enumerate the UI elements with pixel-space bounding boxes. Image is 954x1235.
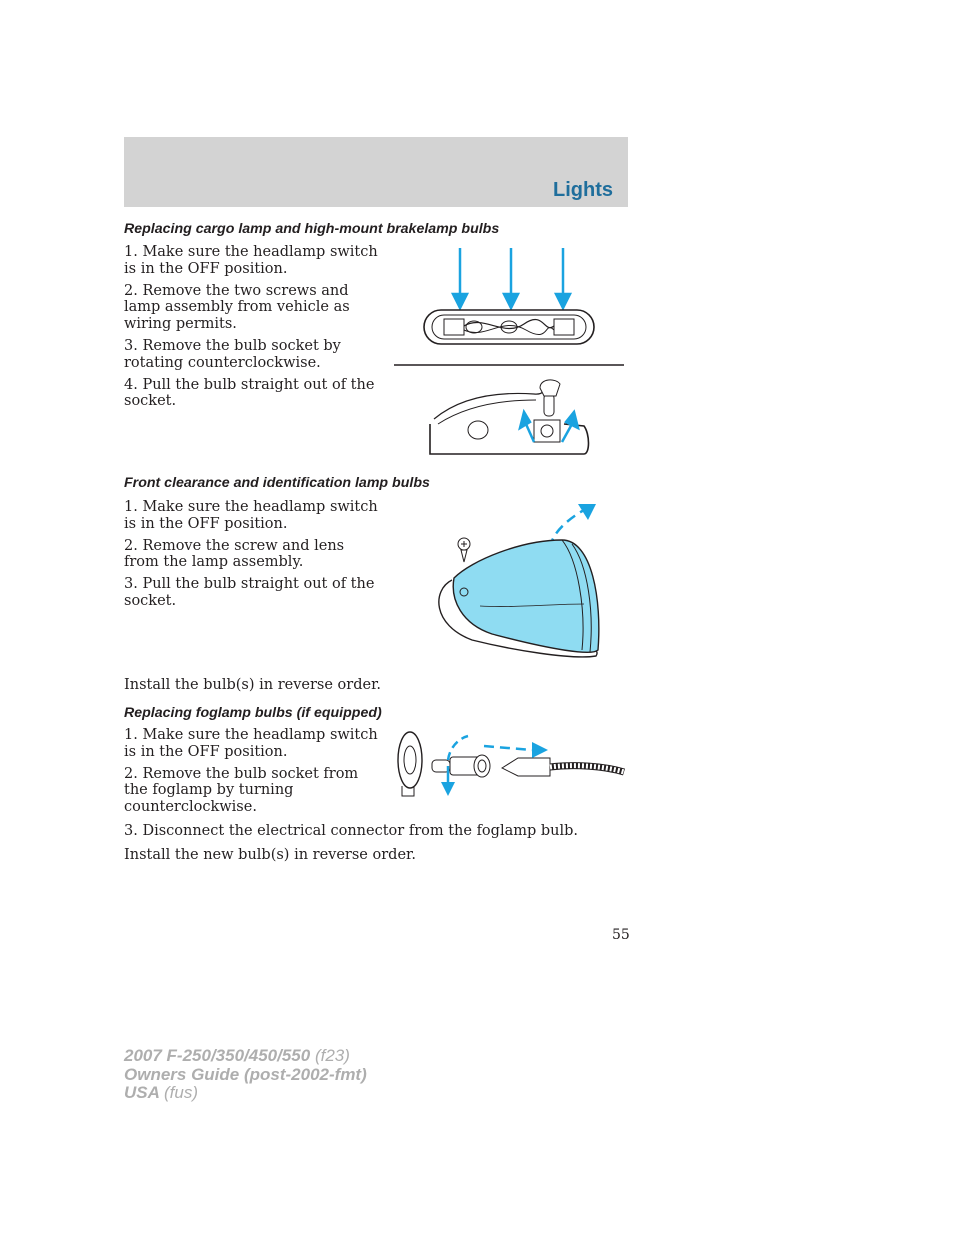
footer-market-code: (fus) [164, 1083, 198, 1102]
cargo-lamp-step-2: 2. Remove the two screws and lamp assembly from vehicle as wiring permits. [124, 282, 350, 332]
cargo-lamp-heading: Replacing cargo lamp and high-mount brakelamp bulbs [124, 221, 500, 237]
cargo-lamp-illustration [394, 244, 626, 462]
cargo-lamp-step-3: 3. Remove the bulb socket by rotating counterclockwise. [124, 337, 341, 371]
foglamp-step-2: 2. Remove the bulb socket from the foglamp by turning counterclockwise. [124, 765, 359, 815]
clearance-lamp-note: Install the bulb(s) in reverse order. [124, 677, 382, 693]
foglamp-illustration [394, 730, 630, 800]
foglamp-step-1: 1. Make sure the headlamp switch is in the OFF position. [124, 727, 378, 760]
cargo-lamp-steps [124, 244, 382, 415]
footer-line-3 [124, 1084, 367, 1103]
footer-line-1 [124, 1047, 367, 1066]
footer-model: 2007 F-250/350/450/550 [124, 1046, 311, 1065]
clearance-lamp-step-2: 2. Remove the screw and lens from the lamp assembly. [124, 537, 345, 571]
section-header-bar [124, 137, 628, 207]
document-footer [124, 1047, 367, 1103]
footer-market: USA [124, 1083, 160, 1102]
footer-model-code: (f23) [314, 1046, 350, 1065]
cargo-lamp-step-4: 4. Pull the bulb straight out of the socket. [124, 376, 375, 410]
clearance-lamp-heading: Front clearance and identification lamp bulbs [124, 475, 430, 491]
page-number: 55 [612, 927, 630, 943]
clearance-lamp-step-1: 1. Make sure the headlamp switch is in the OFF position. [124, 499, 378, 532]
foglamp-step-3: 3. Disconnect the electrical connector from the foglamp bulb. [124, 823, 579, 839]
clearance-lamp-step-3: 3. Pull the bulb straight out of the socket. [124, 576, 375, 609]
footer-line-2: Owners Guide (post-2002-fmt) [124, 1064, 367, 1084]
page-section-title: Lights [553, 179, 613, 201]
clearance-lamp-steps [124, 499, 382, 615]
cargo-lamp-step-1: 1. Make sure the headlamp switch is in the OFF position. [124, 244, 378, 277]
clearance-lamp-illustration [432, 500, 607, 665]
foglamp-heading: Replacing foglamp bulbs (if equipped) [124, 705, 382, 721]
foglamp-note: Install the new bulb(s) in reverse order. [124, 847, 416, 863]
foglamp-steps [124, 727, 382, 821]
